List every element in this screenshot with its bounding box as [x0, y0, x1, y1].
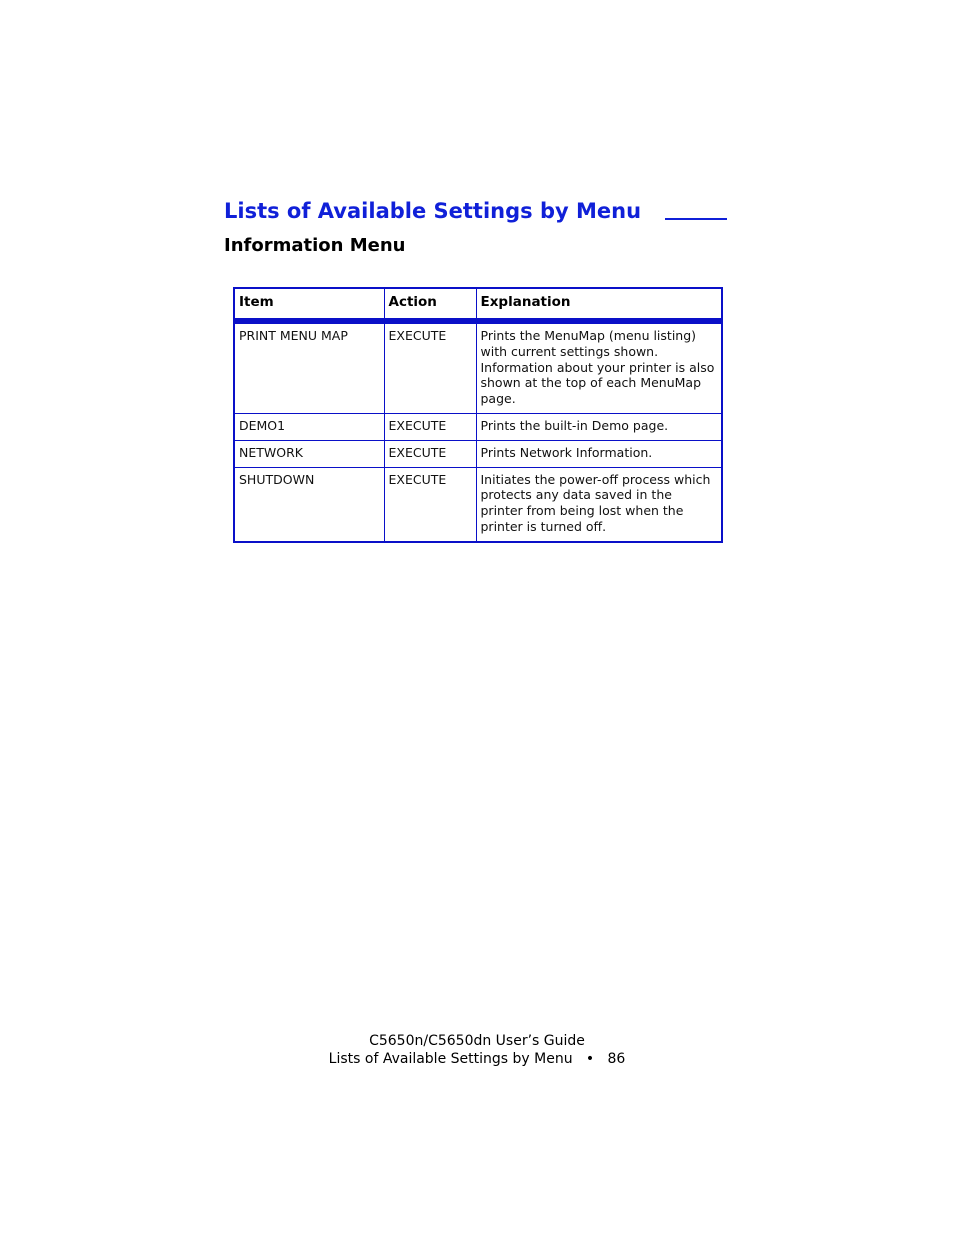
cell-item: DEMO1 — [234, 413, 384, 440]
footer-guide-title: C5650n/C5650dn User’s Guide — [369, 1033, 585, 1049]
header-item: Item — [234, 288, 384, 321]
cell-action: EXECUTE — [384, 467, 476, 542]
cell-action: EXECUTE — [384, 413, 476, 440]
header-explanation: Explanation — [476, 288, 722, 321]
cell-action: EXECUTE — [384, 440, 476, 467]
cell-action: EXECUTE — [384, 321, 476, 413]
cell-explanation: Prints Network Information. — [476, 440, 722, 467]
cell-item: PRINT MENU MAP — [234, 321, 384, 413]
page-heading: Lists of Available Settings by Menu — [224, 199, 642, 223]
section-heading: Information Menu — [224, 235, 406, 256]
cell-item: NETWORK — [234, 440, 384, 467]
cell-item: SHUTDOWN — [234, 467, 384, 542]
table-row — [234, 467, 722, 542]
header-action: Action — [384, 288, 476, 321]
settings-table — [233, 287, 723, 543]
footer-section-page: Lists of Available Settings by Menu • 86 — [328, 1051, 626, 1067]
cell-explanation: Initiates the power-off process which protects any data saved in the printer from being lost when the printer is turned off. — [476, 467, 722, 542]
cell-explanation: Prints the built-in Demo page. — [476, 413, 722, 440]
heading-rule — [665, 218, 727, 220]
cell-explanation: Prints the MenuMap (menu listing) with current settings shown. Information about your printer is also shown at the top of each MenuMap page. — [476, 321, 722, 413]
table-header-row — [234, 288, 722, 321]
table-row — [234, 413, 722, 440]
table-row — [234, 440, 722, 467]
table-row — [234, 321, 722, 413]
